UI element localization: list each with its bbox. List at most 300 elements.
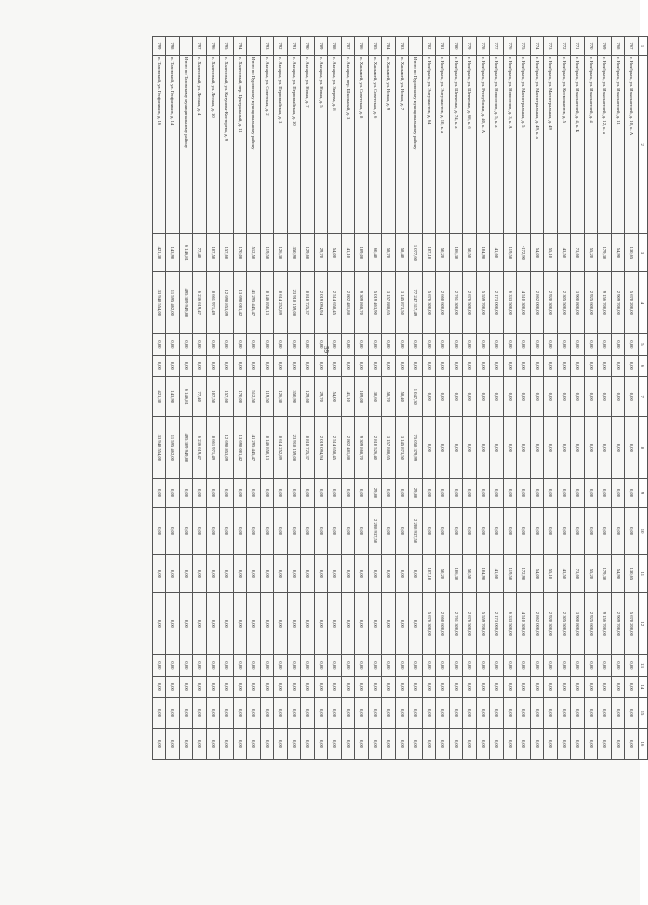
table-cell: 0,00 bbox=[382, 479, 396, 508]
table-cell: 0,00 bbox=[355, 655, 369, 676]
address-cell: г. Ноябрьск, ул. Шевченко, д. 74, к. а bbox=[450, 56, 464, 234]
table-cell: 0,00 bbox=[193, 655, 207, 676]
address-cell: Итого по Пуровскому муниципальному району bbox=[409, 56, 423, 234]
table-cell: 0,00 bbox=[234, 479, 248, 508]
table-cell: 0,00 bbox=[328, 355, 342, 376]
table-cell: 0,00 bbox=[342, 593, 356, 655]
table-cell: 0,00 bbox=[625, 698, 639, 729]
table-cell: 5 670 200,00 bbox=[625, 272, 639, 334]
table-cell: 0,00 bbox=[234, 655, 248, 676]
table-cell: 0,00 bbox=[436, 355, 450, 376]
table-cell: 784 bbox=[382, 37, 396, 56]
table-row bbox=[531, 37, 545, 760]
table-cell: 0,00 bbox=[315, 507, 329, 555]
address-cell: с. Аксарка, ул. Первомайская, д. 3 bbox=[274, 56, 288, 234]
table-cell: 0,00 bbox=[247, 507, 261, 555]
table-cell: 0,00 bbox=[180, 555, 194, 593]
table-cell: 0,00 bbox=[247, 698, 261, 729]
table-cell: 8 614 252,89 bbox=[274, 417, 288, 479]
table-cell: 0,00 bbox=[531, 377, 545, 417]
address-cell: г. Ноябрьск, ул. Изыскателей, д. 4, к. Б bbox=[571, 56, 585, 234]
table-cell: 0,00 bbox=[450, 676, 464, 697]
table-cell: 0,00 bbox=[234, 728, 248, 759]
table-row bbox=[342, 37, 356, 760]
table-cell: 0,00 bbox=[504, 507, 518, 555]
table-cell: 0,00 bbox=[220, 334, 234, 355]
table-cell: 5 559 700,00 bbox=[477, 272, 491, 334]
table-cell: 8 146 850,13 bbox=[261, 417, 275, 479]
table-cell: 0,00 bbox=[180, 355, 194, 376]
table-cell: 12 698 853,09 bbox=[220, 417, 234, 479]
table-cell: 107,50 bbox=[207, 377, 221, 417]
table-row bbox=[369, 37, 383, 760]
table-cell: 799 bbox=[153, 37, 167, 56]
table-cell: 0,00 bbox=[598, 355, 612, 376]
table-cell: 0,00 bbox=[463, 507, 477, 555]
table-cell: 119,50 bbox=[504, 234, 518, 272]
table-cell: 5 559 700,00 bbox=[477, 593, 491, 655]
table-cell: 170,00 bbox=[234, 234, 248, 272]
table-cell: 50,50 bbox=[463, 234, 477, 272]
table-cell: 0,00 bbox=[315, 355, 329, 376]
table-cell: 0,00 bbox=[382, 507, 396, 555]
table-cell: 2 660 600,00 bbox=[436, 593, 450, 655]
table-cell: 0,00 bbox=[558, 479, 572, 508]
table-cell: 2 173 000,00 bbox=[490, 593, 504, 655]
table-cell: 3 900 800,00 bbox=[571, 593, 585, 655]
table-cell: 772 bbox=[558, 37, 572, 56]
table-cell: 143,90 bbox=[166, 377, 180, 417]
table-cell bbox=[180, 37, 194, 56]
table-cell: 0,00 bbox=[625, 507, 639, 555]
table-cell: 0,00 bbox=[396, 334, 410, 355]
table-cell: 350,90 bbox=[288, 377, 302, 417]
table-cell: 0,00 bbox=[247, 334, 261, 355]
table-cell: 5 676 300,00 bbox=[423, 593, 437, 655]
table-cell: 0,00 bbox=[288, 655, 302, 676]
table-cell: 0,00 bbox=[490, 676, 504, 697]
table-cell: 0,00 bbox=[355, 479, 369, 508]
table-cell: 0,00 bbox=[166, 507, 180, 555]
address-cell: с. Халесовый, ул. Лесная, д. 4 bbox=[193, 56, 207, 234]
table-cell: 12 698 853,09 bbox=[220, 272, 234, 334]
table-cell: 0,00 bbox=[504, 479, 518, 508]
table-cell: 0,00 bbox=[261, 728, 275, 759]
table-cell: 5 676 300,00 bbox=[423, 272, 437, 334]
table-cell: 0,00 bbox=[571, 377, 585, 417]
table-cell: 776 bbox=[504, 37, 518, 56]
table-cell: 0,00 bbox=[261, 698, 275, 729]
table-row bbox=[180, 37, 194, 760]
table-cell: 0,00 bbox=[382, 555, 396, 593]
table-cell: 0,00 bbox=[585, 728, 599, 759]
table-cell: 0,00 bbox=[504, 655, 518, 676]
table-cell: 0,00 bbox=[544, 655, 558, 676]
table-cell: 774 bbox=[531, 37, 545, 56]
table-cell: 0,00 bbox=[423, 355, 437, 376]
table-cell: 0,00 bbox=[369, 334, 383, 355]
table-cell: 0,00 bbox=[571, 507, 585, 555]
table-cell: 2 862 000,00 bbox=[531, 593, 545, 655]
rotated-table-container bbox=[54, 36, 648, 760]
table-cell: 5 670 200,00 bbox=[625, 593, 639, 655]
table-cell: 9 309 868,70 bbox=[355, 272, 369, 334]
table-cell: 0,00 bbox=[490, 728, 504, 759]
table-row bbox=[301, 37, 315, 760]
table-row bbox=[315, 37, 329, 760]
table-cell: 107,50 bbox=[207, 234, 221, 272]
table-cell: 0,00 bbox=[301, 507, 315, 555]
address-cell: г. Ноябрьск, ул. Республики, д. 40, к. А bbox=[477, 56, 491, 234]
table-cell: 8 146 850,13 bbox=[261, 272, 275, 334]
table-cell: 29,70 bbox=[315, 377, 329, 417]
table-cell: 0,00 bbox=[328, 507, 342, 555]
table-cell: 2 925 600,00 bbox=[585, 272, 599, 334]
table-cell: 0,00 bbox=[328, 728, 342, 759]
table-cell: 0,00 bbox=[558, 507, 572, 555]
table-cell: 0,00 bbox=[531, 507, 545, 555]
table-row bbox=[436, 37, 450, 760]
table-cell: 8 614 252,89 bbox=[274, 272, 288, 334]
table-cell: 0,00 bbox=[585, 479, 599, 508]
table-cell: 0,00 bbox=[436, 655, 450, 676]
table-cell: 781 bbox=[436, 37, 450, 56]
column-header: 2 bbox=[639, 56, 648, 234]
table-cell: 512,50 bbox=[247, 377, 261, 417]
table-cell: 0,00 bbox=[288, 698, 302, 729]
table-cell: 0,00 bbox=[423, 676, 437, 697]
table-cell: 0,00 bbox=[220, 698, 234, 729]
table-cell: 0,00 bbox=[517, 698, 531, 729]
column-header: 7 bbox=[639, 377, 648, 417]
table-cell: 0,00 bbox=[612, 334, 626, 355]
address-cell: г. Ноябрьск, ул. Изыскателей, д. 12, к. а bbox=[598, 56, 612, 234]
table-cell: 0,00 bbox=[612, 698, 626, 729]
table-cell: 0,00 bbox=[382, 593, 396, 655]
table-cell: 41 295 445,47 bbox=[247, 272, 261, 334]
table-cell: 0,00 bbox=[598, 507, 612, 555]
table-cell: 0,00 bbox=[220, 655, 234, 676]
table-cell: 796 bbox=[207, 37, 221, 56]
table-cell: 0,00 bbox=[153, 507, 167, 555]
table-cell: 0,00 bbox=[207, 507, 221, 555]
table-cell: 0,00 bbox=[423, 507, 437, 555]
table-cell: 0,00 bbox=[301, 676, 315, 697]
table-cell: 0,00 bbox=[355, 334, 369, 355]
table-cell: 0,00 bbox=[531, 676, 545, 697]
column-header: 6 bbox=[639, 355, 648, 376]
table-cell: 0,00 bbox=[544, 417, 558, 479]
table-cell: 0,00 bbox=[450, 507, 464, 555]
table-cell: 0,00 bbox=[450, 355, 464, 376]
table-body bbox=[153, 37, 639, 760]
page-number: 59 bbox=[322, 346, 330, 353]
table-cell: 0,00 bbox=[477, 676, 491, 697]
table-cell: 0,00 bbox=[274, 655, 288, 676]
table-cell: 0,00 bbox=[382, 676, 396, 697]
table-row bbox=[585, 37, 599, 760]
table-cell: 786 bbox=[355, 37, 369, 56]
table-cell: 0,00 bbox=[450, 728, 464, 759]
table-cell: 2 208 937,50 bbox=[369, 507, 383, 555]
table-cell: 33 948 554,00 bbox=[153, 272, 167, 334]
address-cell: г. Ноябрьск, ул. Новоселов, д. 5, к. а bbox=[490, 56, 504, 234]
table-row bbox=[625, 37, 639, 760]
table-cell: 54,90 bbox=[612, 555, 626, 593]
table-row bbox=[490, 37, 504, 760]
table-cell: 0,00 bbox=[274, 334, 288, 355]
table-cell: 0,00 bbox=[342, 355, 356, 376]
table-cell: 2 810 526,40 bbox=[369, 417, 383, 479]
table-cell: 179,30 bbox=[598, 555, 612, 593]
table-cell: 0,00 bbox=[261, 355, 275, 376]
table-row bbox=[409, 37, 423, 760]
table-cell: 55,10 bbox=[544, 555, 558, 593]
table-cell: 0,00 bbox=[301, 479, 315, 508]
table-cell: 0,00 bbox=[490, 698, 504, 729]
table-cell: 172,90 bbox=[517, 555, 531, 593]
table-cell: 0,00 bbox=[423, 377, 437, 417]
table-cell: 0,00 bbox=[153, 334, 167, 355]
table-cell: 0,00 bbox=[558, 417, 572, 479]
column-header: 15 bbox=[639, 698, 648, 729]
table-cell: 0,00 bbox=[220, 593, 234, 655]
table-cell: 6 333 500,00 bbox=[504, 272, 518, 334]
table-cell: 0,00 bbox=[193, 334, 207, 355]
table-cell: 0,00 bbox=[382, 655, 396, 676]
table-cell: 0,00 bbox=[180, 479, 194, 508]
table-cell: 777 bbox=[490, 37, 504, 56]
table-cell: 0,00 bbox=[261, 479, 275, 508]
address-cell: г. Ноябрьск, ул. Энтузиастов, д. 10, к. а bbox=[436, 56, 450, 234]
table-cell: 0,00 bbox=[517, 334, 531, 355]
table-cell: 0,00 bbox=[382, 334, 396, 355]
table-cell: 0,00 bbox=[477, 334, 491, 355]
table-cell: 0,00 bbox=[301, 555, 315, 593]
table-cell: 13 698 001,42 bbox=[234, 417, 248, 479]
table-cell: 170,00 bbox=[234, 377, 248, 417]
table-cell: 780 bbox=[450, 37, 464, 56]
table-cell: 0,00 bbox=[166, 479, 180, 508]
table-cell: 0,00 bbox=[301, 698, 315, 729]
table-cell: 0,00 bbox=[517, 728, 531, 759]
table-cell: 0,00 bbox=[423, 728, 437, 759]
address-cell: г. Ноябрьск, ул. Новоселов, д. 3, к. А bbox=[504, 56, 518, 234]
table-cell: 3 157 888,65 bbox=[382, 272, 396, 334]
table-row bbox=[166, 37, 180, 760]
column-header: 3 bbox=[639, 234, 648, 272]
table-cell: 0,00 bbox=[477, 507, 491, 555]
table-cell: 0,00 bbox=[625, 655, 639, 676]
table-cell: 512,50 bbox=[247, 234, 261, 272]
table-cell: 58,70 bbox=[382, 377, 396, 417]
address-cell: г. Ноябрьск, ул. Магистральная, д. 49, к. а bbox=[531, 56, 545, 234]
table-row bbox=[477, 37, 491, 760]
table-cell: 782 bbox=[423, 37, 437, 56]
table-cell: 0,00 bbox=[585, 676, 599, 697]
table-cell: 0,00 bbox=[328, 555, 342, 593]
table-cell: 8 818 725,37 bbox=[301, 272, 315, 334]
table-cell: 0,00 bbox=[531, 728, 545, 759]
table-cell: 2 909 700,00 bbox=[612, 272, 626, 334]
table-cell: 0,00 bbox=[531, 479, 545, 508]
table-cell: 106,30 bbox=[450, 555, 464, 593]
table-cell: 6 146,81 bbox=[180, 377, 194, 417]
table-cell: 787 bbox=[342, 37, 356, 56]
table-cell: 0,00 bbox=[463, 728, 477, 759]
table-row bbox=[517, 37, 531, 760]
table-cell: 0,00 bbox=[598, 698, 612, 729]
table-cell: 55,20 bbox=[585, 234, 599, 272]
table-cell: 41,60 bbox=[490, 234, 504, 272]
address-cell: Итого по Пуровскому муниципальному району bbox=[247, 56, 261, 234]
table-cell: 421,30 bbox=[153, 234, 167, 272]
table-cell: 104,90 bbox=[477, 555, 491, 593]
table-cell: 775 bbox=[517, 37, 531, 56]
table-cell: 55,10 bbox=[544, 234, 558, 272]
housing-program-table bbox=[152, 36, 648, 760]
table-cell: 119,50 bbox=[261, 234, 275, 272]
address-cell: п. Ханымей, ул. Новая, д. 7 bbox=[396, 56, 410, 234]
table-cell: 0,00 bbox=[193, 593, 207, 655]
table-cell: 0,00 bbox=[625, 355, 639, 376]
table-cell: 0,00 bbox=[328, 479, 342, 508]
table-cell: 77 247 317,49 bbox=[409, 272, 423, 334]
table-cell: 0,00 bbox=[585, 507, 599, 555]
table-cell: 0,00 bbox=[315, 593, 329, 655]
table-cell: 795 bbox=[220, 37, 234, 56]
address-cell: с. Аксарка, ул. Советская, д. 2 bbox=[261, 56, 275, 234]
table-cell: 2 660 600,00 bbox=[436, 272, 450, 334]
address-cell: с. Аксарка, пер. Школьный, д. 3 bbox=[342, 56, 356, 234]
table-cell: 0,00 bbox=[517, 655, 531, 676]
table-header-row bbox=[639, 37, 648, 760]
table-cell: 0,00 bbox=[153, 676, 167, 697]
table-cell: 0,00 bbox=[369, 355, 383, 376]
table-cell: 126,30 bbox=[274, 234, 288, 272]
table-cell: 0,00 bbox=[450, 334, 464, 355]
table-cell: 2 514 658,45 bbox=[328, 417, 342, 479]
table-cell: 9 156 700,00 bbox=[598, 593, 612, 655]
address-cell: с. Аксарка, ул. Новая, д. 5 bbox=[315, 56, 329, 234]
table-cell: 0,00 bbox=[598, 728, 612, 759]
table-cell: 0,00 bbox=[463, 334, 477, 355]
table-cell: 0,00 bbox=[598, 655, 612, 676]
table-cell: 788 bbox=[328, 37, 342, 56]
table-row bbox=[558, 37, 572, 760]
table-cell: 0,00 bbox=[423, 655, 437, 676]
table-cell: 0,00 bbox=[504, 676, 518, 697]
table-cell: 0,00 bbox=[247, 555, 261, 593]
table-cell: 0,00 bbox=[274, 698, 288, 729]
table-cell: 0,00 bbox=[234, 698, 248, 729]
table-cell: 0,00 bbox=[166, 676, 180, 697]
address-cell: с. Аксарка, ул. Первомайская, д. 10 bbox=[288, 56, 302, 234]
table-cell: 0,00 bbox=[288, 507, 302, 555]
table-cell: 0,00 bbox=[274, 479, 288, 508]
table-cell: 2 208 937,50 bbox=[409, 507, 423, 555]
table-row bbox=[382, 37, 396, 760]
table-cell: 0,00 bbox=[328, 655, 342, 676]
table-cell: 0,00 bbox=[544, 355, 558, 376]
table-row bbox=[247, 37, 261, 760]
table-cell: 0,00 bbox=[612, 417, 626, 479]
table-cell: 0,00 bbox=[193, 507, 207, 555]
table-cell: 41,10 bbox=[342, 234, 356, 272]
table-cell: 29,70 bbox=[315, 234, 329, 272]
address-cell: г. Ноябрьск, ул. Шевченко, д. 68, к. б bbox=[463, 56, 477, 234]
table-cell: 0,00 bbox=[531, 698, 545, 729]
table-cell: 769 bbox=[598, 37, 612, 56]
table-cell: 0,00 bbox=[342, 555, 356, 593]
table-cell: 0,00 bbox=[301, 728, 315, 759]
table-cell: 0,00 bbox=[477, 479, 491, 508]
table-cell: 0,00 bbox=[261, 507, 275, 555]
table-cell: 4 510 300,00 bbox=[517, 272, 531, 334]
table-cell: 0,00 bbox=[504, 334, 518, 355]
table-row bbox=[612, 37, 626, 760]
table-cell: 0,00 bbox=[517, 479, 531, 508]
table-cell: 0,00 bbox=[423, 479, 437, 508]
table-cell: 6 146,81 bbox=[180, 234, 194, 272]
table-cell: 770 bbox=[585, 37, 599, 56]
table-cell: 0,00 bbox=[463, 377, 477, 417]
table-cell: 0,00 bbox=[490, 377, 504, 417]
address-cell: г. Ноябрьск, ул. Изыскателей, д. 4 bbox=[585, 56, 599, 234]
address-cell: г. Ноябрьск, ул. Изыскателей, д. 10, к. А bbox=[625, 56, 639, 234]
table-cell: 0,00 bbox=[369, 728, 383, 759]
table-cell: 0,00 bbox=[166, 655, 180, 676]
table-cell: 0,00 bbox=[625, 377, 639, 417]
table-cell: 119,50 bbox=[261, 377, 275, 417]
table-cell: 0,00 bbox=[261, 655, 275, 676]
table-cell: 0,00 bbox=[180, 334, 194, 355]
table-cell: 0,00 bbox=[166, 728, 180, 759]
table-cell: 0,00 bbox=[180, 728, 194, 759]
table-cell: 0,00 bbox=[544, 377, 558, 417]
table-cell: 8 818 725,37 bbox=[301, 417, 315, 479]
table-row bbox=[193, 37, 207, 760]
table-cell: 0,00 bbox=[571, 728, 585, 759]
table-cell: 2 173 000,00 bbox=[490, 272, 504, 334]
table-cell: 0,00 bbox=[409, 728, 423, 759]
table-cell: 2 862 000,00 bbox=[531, 272, 545, 334]
table-cell: 6 236 619,47 bbox=[193, 417, 207, 479]
table-cell: 0,00 bbox=[504, 355, 518, 376]
table-cell: 0,00 bbox=[598, 334, 612, 355]
table-cell: 2 019 094,94 bbox=[315, 272, 329, 334]
table-cell: 0,00 bbox=[558, 655, 572, 676]
table-cell: 0,00 bbox=[571, 334, 585, 355]
table-cell: 0,00 bbox=[571, 355, 585, 376]
table-cell: 0,00 bbox=[450, 655, 464, 676]
table-cell: 0,00 bbox=[220, 507, 234, 555]
table-cell: 0,00 bbox=[544, 676, 558, 697]
table-cell: 0,00 bbox=[234, 334, 248, 355]
table-cell: 1 047,30 bbox=[409, 377, 423, 417]
table-cell: 767 bbox=[625, 37, 639, 56]
table-cell: 3 145 873,50 bbox=[396, 272, 410, 334]
table-cell: 789 bbox=[315, 37, 329, 56]
table-cell: 0,00 bbox=[558, 698, 572, 729]
table-cell: 0,00 bbox=[463, 655, 477, 676]
table-cell: 0,00 bbox=[234, 593, 248, 655]
table-cell: 4 510 300,00 bbox=[517, 593, 531, 655]
table-cell: 0,00 bbox=[355, 676, 369, 697]
table-cell: 0,00 bbox=[355, 593, 369, 655]
table-cell: 0,00 bbox=[585, 334, 599, 355]
table-cell: 2 761 300,00 bbox=[450, 272, 464, 334]
